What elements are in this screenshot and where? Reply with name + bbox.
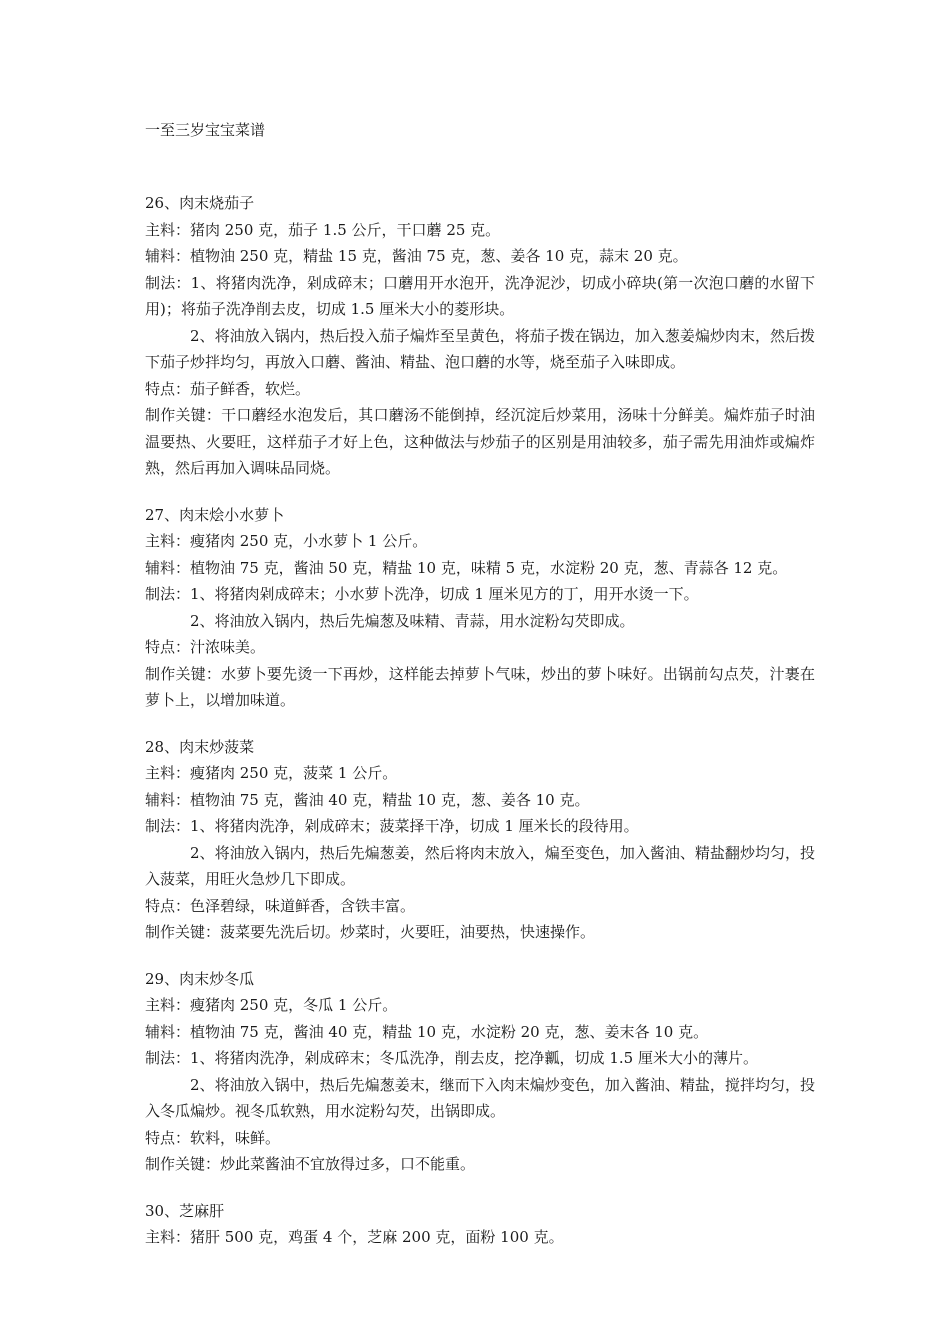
recipe-heading: 29、肉末炒冬瓜: [145, 969, 255, 988]
recipe-heading: 27、肉末烩小水萝卜: [145, 505, 285, 524]
features: 特点：软料，味鲜。: [145, 1128, 281, 1147]
method-step-2: 2、将油放入锅中，热后先煸葱姜末，继而下入肉末煸炒变色，加入酱油、精盐，搅拌均匀，投入冬瓜煸炒。视冬瓜软熟，用水淀粉勾芡，出锅即成。: [145, 1075, 815, 1120]
cooking-tips: 制作关键：炒此菜酱油不宜放得过多，口不能重。: [145, 1155, 476, 1173]
features: 特点：汁浓味美。: [145, 638, 266, 656]
auxiliary-ingredients: 辅料：植物油 250 克，精盐 15 克，酱油 75 克，葱、姜各 10 克，蒜末 20 克。: [145, 247, 688, 265]
auxiliary-ingredients: 辅料：植物油 75 克，酱油 50 克，精盐 10 克，味精 5 克，水淀粉 20 克，葱、青蒜各 12 克。: [145, 558, 788, 577]
method-step-2: 2、将油放入锅内，热后先煸葱及味精、青蒜，用水淀粉勾芡即成。: [190, 611, 635, 630]
recipe-28: [145, 734, 815, 946]
method-step-1: 制法：1、将猪肉剁成碎末；小水萝卜洗净，切成 1 厘米见方的丁，用开水烫一下。: [145, 585, 699, 603]
auxiliary-ingredients: 辅料：植物油 75 克，酱油 40 克，精盐 10 克，葱、姜各 10 克。: [145, 790, 590, 809]
method-step-1: 制法：1、将猪肉洗净，剁成碎末；菠菜择干净，切成 1 厘米长的段待用。: [145, 817, 639, 835]
recipe-list: [145, 190, 815, 1271]
recipe-29: [145, 966, 815, 1178]
method-step-1: 制法：1、将猪肉洗净，剁成碎末；口蘑用开水泡开，洗净泥沙，切成小碎块(第一次泡口蘑的水留下用)；将茄子洗净削去皮，切成 1.5 厘米大小的菱形块。: [145, 273, 815, 318]
recipe-30: [145, 1198, 815, 1251]
auxiliary-ingredients: 辅料：植物油 75 克，酱油 40 克，精盐 10 克，水淀粉 20 克，葱、姜末各 10 克。: [145, 1022, 709, 1041]
main-ingredients: 主料：猪肝 500 克，鸡蛋 4 个，芝麻 200 克，面粉 100 克。: [145, 1228, 564, 1246]
main-ingredients: 主料：瘦猪肉 250 克，冬瓜 1 公斤。: [145, 996, 398, 1014]
cooking-tips: 制作关键：干口蘑经水泡发后，其口蘑汤不能倒掉，经沉淀后炒菜用，汤味十分鲜美。煸炸茄子时油温要热、火要旺，这样茄子才好上色，这种做法与炒茄子的区别是用油较多，茄子需先用油炸或煸炸熟，然后再加入调味品同烧。: [145, 406, 815, 477]
cooking-tips: 制作关键：菠菜要先洗后切。炒菜时，火要旺，油要热，快速操作。: [145, 923, 596, 941]
method-step-1: 制法：1、将猪肉洗净，剁成碎末；冬瓜洗净，削去皮，挖净瓤，切成 1.5 厘米大小的薄片。: [145, 1049, 758, 1067]
recipe-heading: 30、芝麻肝: [145, 1201, 225, 1220]
recipe-heading: 26、肉末烧茄子: [145, 194, 255, 212]
main-ingredients: 主料：瘦猪肉 250 克，菠菜 1 公斤。: [145, 764, 398, 782]
document-title: 一至三岁宝宝菜谱: [145, 121, 266, 139]
features: 特点：茄子鲜香，软烂。: [145, 379, 311, 398]
recipe-heading: 28、肉末炒菠菜: [145, 737, 255, 756]
method-step-2: 2、将油放入锅内，热后先煸葱姜，然后将肉末放入，煸至变色，加入酱油、精盐翻炒均匀，投入菠菜，用旺火急炒几下即成。: [145, 843, 815, 888]
cooking-tips: 制作关键：水萝卜要先烫一下再炒，这样能去掉萝卜气味，炒出的萝卜味好。出锅前勾点芡，汁裹在萝卜上，以增加味道。: [145, 664, 815, 709]
main-ingredients: 主料：瘦猪肉 250 克，小水萝卜 1 公斤。: [145, 532, 428, 550]
main-ingredients: 主料：猪肉 250 克，茄子 1.5 公斤，干口蘑 25 克。: [145, 220, 501, 239]
method-step-2: 2、将油放入锅内，热后投入茄子煸炸至呈黄色，将茄子拨在锅边，加入葱姜煸炒肉末，然后拨下茄子炒拌均匀，再放入口蘑、酱油、精盐、泡口蘑的水等，烧至茄子入味即成。: [145, 326, 815, 371]
recipe-27: [145, 502, 815, 714]
recipe-26: [145, 190, 815, 482]
features: 特点：色泽碧绿，味道鲜香，含铁丰富。: [145, 896, 416, 915]
